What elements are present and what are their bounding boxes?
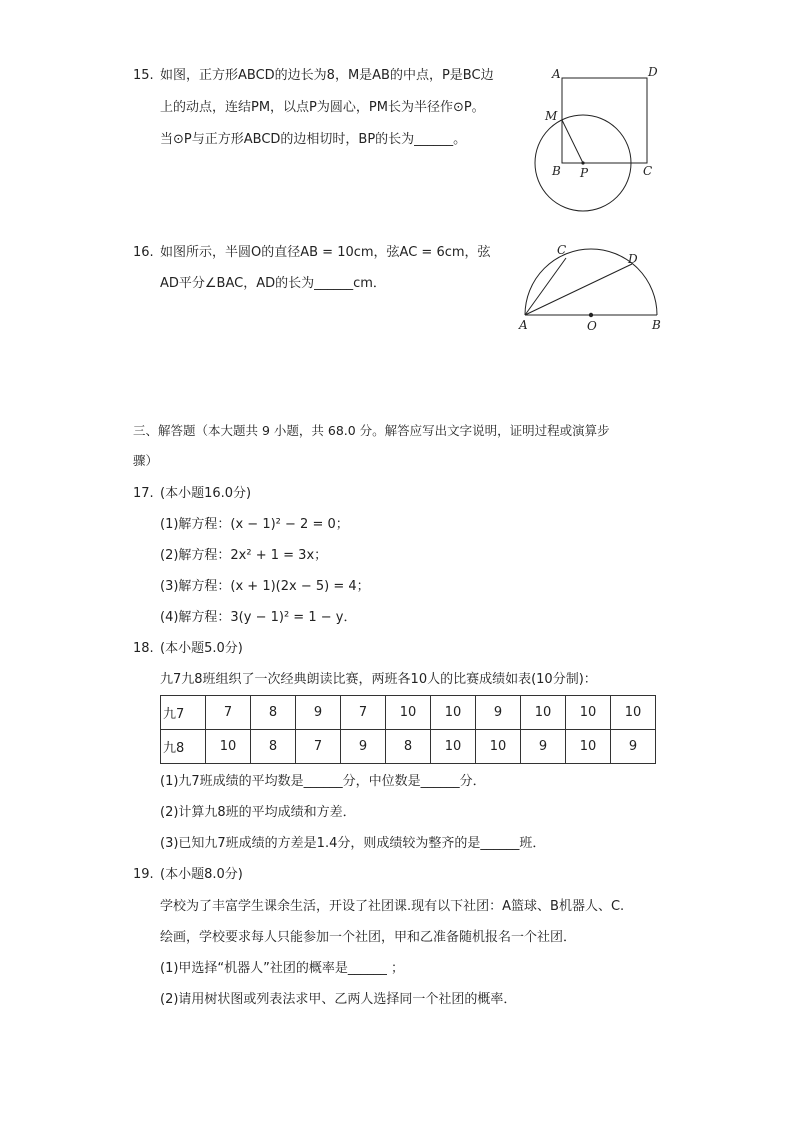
q16-line1: 如图所示，半圆O的直径AB = 10cm，弦AC = 6cm，弦 bbox=[160, 245, 491, 260]
q17-item-1: (1)解方程：(x − 1)² − 2 = 0； bbox=[160, 517, 349, 532]
table-cell: 8 bbox=[251, 696, 296, 730]
center-o bbox=[589, 313, 593, 317]
q18-item-3: (3)已知九7班成绩的方差是1.4分，则成绩较为整齐的是______班． bbox=[160, 836, 546, 851]
table-cell: 7 bbox=[296, 730, 341, 764]
q18-item-1: (1)九7班成绩的平均数是______分，中位数是______分． bbox=[160, 774, 486, 789]
label-m: M bbox=[545, 109, 558, 123]
label-d: D bbox=[648, 65, 658, 79]
q17-header: (本小题16.0分) bbox=[160, 486, 252, 501]
label-c: C bbox=[557, 243, 567, 257]
label-c: C bbox=[643, 164, 653, 178]
table-cell: 9 bbox=[521, 730, 566, 764]
section3-heading: 三、解答题（本大题共 9 小题，共 68.0 分。解答应写出文字说明，证明过程或演算步 bbox=[133, 423, 610, 438]
table-row bbox=[161, 696, 656, 730]
table-cell: 10 bbox=[566, 696, 611, 730]
q18-intro: 九7九8班组织了一次经典朗读比赛，两班各10人的比赛成绩如表(10分制)： bbox=[160, 672, 597, 687]
segment-pm bbox=[562, 120, 583, 163]
score-table bbox=[160, 695, 656, 764]
q15-line3: 当⊙P与正方形ABCD的边相切时，BP的长为______。 bbox=[160, 132, 467, 147]
q15-number: 15. bbox=[133, 68, 154, 83]
table-cell: 10 bbox=[431, 730, 476, 764]
q18-item-2: (2)计算九8班的平均成绩和方差． bbox=[160, 805, 356, 820]
q17-item-3: (3)解方程：(x + 1)(2x − 5) = 4； bbox=[160, 579, 370, 594]
q16-line2: AD平分∠BAC，AD的长为______cm． bbox=[160, 276, 386, 291]
point-p bbox=[581, 161, 584, 164]
table-cell: 9 bbox=[476, 696, 521, 730]
table-cell: 7 bbox=[206, 696, 251, 730]
table-cell: 8 bbox=[386, 730, 431, 764]
table-cell: 10 bbox=[566, 730, 611, 764]
q16-number: 16. bbox=[133, 245, 154, 260]
q15-figure bbox=[530, 62, 670, 217]
label-p: P bbox=[580, 166, 589, 180]
q18-header: (本小题5.0分) bbox=[160, 641, 243, 656]
q15-line2: 上的动点，连结PM，以点P为圆心，PM长为半径作⊙P。 bbox=[160, 100, 485, 115]
table-cell: 7 bbox=[341, 696, 386, 730]
label-a: A bbox=[519, 318, 528, 332]
q19-line1: 学校为了丰富学生课余生活，开设了社团课.现有以下社团：A篮球、B机器人、C. bbox=[160, 899, 625, 914]
label-b: B bbox=[552, 164, 561, 178]
label-b: B bbox=[652, 318, 661, 332]
row-label: 九8 bbox=[161, 730, 206, 764]
table-cell: 10 bbox=[611, 696, 656, 730]
table-cell: 9 bbox=[341, 730, 386, 764]
q17-item-4: (4)解方程：3(y − 1)² = 1 − y． bbox=[160, 610, 357, 625]
q19-header: (本小题8.0分) bbox=[160, 867, 243, 882]
label-a: A bbox=[552, 67, 561, 81]
table-cell: 8 bbox=[251, 730, 296, 764]
q17-number: 17. bbox=[133, 486, 154, 501]
q19-line2: 绘画，学校要求每人只能参加一个社团，甲和乙准备随机报名一个社团． bbox=[160, 930, 577, 945]
label-d: D bbox=[628, 252, 638, 266]
row-label: 九7 bbox=[161, 696, 206, 730]
table-cell: 10 bbox=[521, 696, 566, 730]
table-cell: 10 bbox=[386, 696, 431, 730]
section3-heading-cont: 骤） bbox=[133, 453, 159, 468]
q19-item-1: (1)甲选择“机器人”社团的概率是______ ； bbox=[160, 961, 405, 976]
q16-figure bbox=[516, 238, 666, 336]
q17-item-2: (2)解方程：2x² + 1 = 3x； bbox=[160, 548, 328, 563]
table-cell: 10 bbox=[206, 730, 251, 764]
table-cell: 10 bbox=[431, 696, 476, 730]
table-cell: 9 bbox=[296, 696, 341, 730]
q19-item-2: (2)请用树状图或列表法求甲、乙两人选择同一个社团的概率． bbox=[160, 992, 517, 1007]
label-o: O bbox=[587, 319, 597, 333]
q18-number: 18. bbox=[133, 641, 154, 656]
q19-number: 19. bbox=[133, 867, 154, 882]
table-row bbox=[161, 730, 656, 764]
q15-line1: 如图，正方形ABCD的边长为8，M是AB的中点，P是BC边 bbox=[160, 68, 494, 83]
table-cell: 10 bbox=[476, 730, 521, 764]
table-cell: 9 bbox=[611, 730, 656, 764]
